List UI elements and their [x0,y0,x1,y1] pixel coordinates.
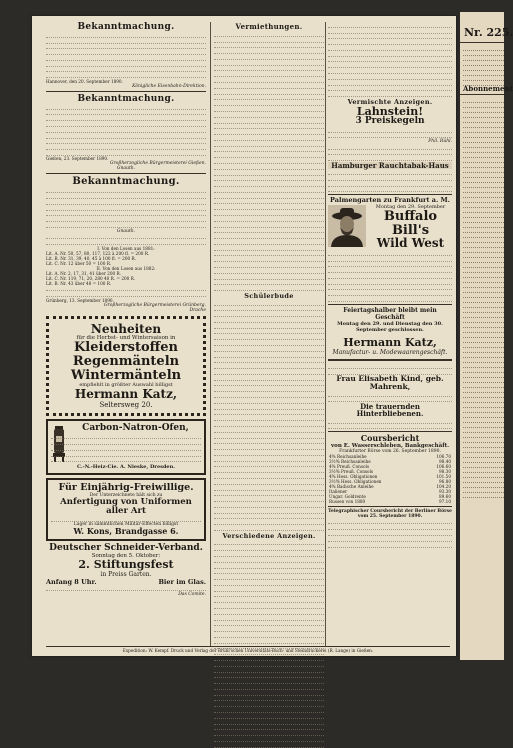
lottery-row: II. Von den Losen aus 1882: [96,265,156,271]
death-notice-name: Frau Elisabeth Kind, geb. Mahrenk, [336,374,444,391]
right-column [328,22,452,548]
middle-column [214,22,324,748]
kurs-security: 4% Reichsanleihe [329,453,367,459]
katz-ad-offer: empfiehlt in größter Auswahl billigst [79,382,173,389]
notice2-date: Gießen, 23. September 1890. [46,156,109,162]
kurs-price: 98.30 [439,468,451,474]
kurs-security: 4% Preuß. Consols [329,463,370,469]
katz-ad-neuheiten: Neuheiten [90,321,162,336]
schneider-start: Anfang 8 Uhr. [46,577,97,586]
middle-listings-2 [214,300,324,531]
vermischte-heading: Vermischte Anzeigen. [347,97,433,106]
death-notice-mourners: Die trauernden Hinterbliebenen. [356,402,424,419]
oven-advertisement [46,419,206,475]
feiertag-notice: Feiertagshalber bleibt mein Geschäft [343,307,437,322]
lottery-list [46,246,206,286]
freiwillige-title: Für Einjährig-Freiwillige. [58,481,194,493]
buffalo-title: Buffalo Bill's [383,209,438,238]
kurs-price: 98.40 [439,458,451,464]
katz-advertisement [46,316,206,416]
kurs-price: 97.10 [439,498,451,504]
lottery-row: Lit. A. Nr. 2, 17, 31, 41 über 200 R. [46,270,121,276]
kurs-security: Italiener [329,488,348,494]
lahnstein-title: Lahnstein! [356,104,424,118]
kurs-price: 104.20 [436,483,451,489]
tabak-title: Hamburger Rauchtabak-Haus [328,162,452,169]
schneider-signature: Das Comite. [178,591,206,597]
notice1-text [46,33,206,79]
kurs-price: 93.30 [439,488,451,494]
kurs-security: 3½% Preuß. Consols [329,468,374,474]
lahnstein-preiskegeln: 3 Preiskegeln [355,116,425,127]
freiwillige-line1: Der Unterzeichnete hält sich zu [89,492,163,498]
notice2-text [46,104,206,155]
kurs-security: Ungar. Goldrente [329,493,366,499]
notice2-signature: Großherzogliche Bürgermeisterei Gießen. [109,161,206,167]
lottery-row: Lit. C. Nr. 12 über 50 = 100 R. [46,260,112,266]
lottery-row: Lit. C. Nr. 119, 71, 20, 280 40 R. = 200 R. [46,275,136,281]
katz-shop-type: Manufactur- u. Modewaarengeschäft. [332,348,448,356]
lottery-row: Lit. A. Nr. 50, 57, 80, 117, 122 à 200 fl. = 200 R. [46,250,150,256]
buffalo-subtitle: Wild West [376,236,445,251]
freiwillige-name: W. Kons, Brandgasse 6. [73,526,179,537]
kurs-exchange: Frankfurter Börse vom 26. September 1890. [339,448,441,454]
buffalo-bill-ad [328,204,452,250]
schneider-title: Deutscher Schneider-Verband. [49,542,203,553]
palmengarten-title: Palmengarten zu Frankfurt a. M. [330,196,450,205]
buffalo-date: Montag den 29. September [375,204,446,211]
notice3-person2: Drache [189,307,206,313]
oven-ad-title: Carbon-Natron-Ofen, [82,422,189,433]
lottery-row: Lit. B. Nr. 31, 39, 40, 45 à 100 fl. = 200 R. [46,255,136,261]
katz-ad-address: Seltersweg 20. [99,400,153,409]
newspaper-page [32,16,456,656]
katz-shop-name: Hermann Katz, [343,336,437,350]
schneider-advertisement [46,544,206,597]
notice1-title: Bekanntmachung. [77,22,175,32]
katz-ad-wintermanteln: Wintermänteln [70,367,182,383]
notice1-signature: Königliche Eisenbahn-Direktion. [132,83,206,89]
katz-ad-kleiderstoffen: Kleiderstoffen [73,340,179,356]
kurs-price: 89.60 [439,493,451,499]
feiertag-dates: Montag den 29. und Dienstag den 30. September geschlossen. [337,321,443,334]
notice3-date: Grünberg, 13. September 1890. [46,297,114,303]
page-footer: Expedition: W. Kempf. Druck und Verlag der Brühl'schen Universitäts-Buch- und Steindruckerei (R. Lange) in Gießen. [46,646,450,653]
notice3-signature: Großherzogliche Bürgermeisterei Grünberg. [104,302,206,308]
kurs-row [328,499,452,504]
freiwillige-line3: Lager in sämmtlichen Militär-Effecten billigst [73,522,179,528]
schneider-date: Sonntag den 5. Oktober: [91,552,161,559]
kurs-security: 4% Hess. Obligationen [329,473,378,479]
column-divider [325,22,326,646]
notice3-title: Bekanntmachung. [72,176,180,188]
left-column [46,22,206,597]
schneider-fest: 2. Stiftungsfest [78,557,174,571]
vermiethungen-listings [214,32,324,292]
lottery-row: Lit. B. Nr. 43 über 48 = 100 R. [46,280,112,286]
notice1-date: Hannover, den 20. September 1890. [46,78,123,84]
notice3-person: Gnauth. [116,228,136,234]
kurs-security: Russen von 1880 [329,498,366,504]
lottery-row: I. Von den Losen aus 1881: [97,245,155,251]
katz-ad-name: Hermann Katz, [74,387,178,402]
kurs-price: 106.60 [436,463,451,469]
kurs-price: 106.70 [436,453,451,459]
schuelerbude-heading: Schülerbude [244,291,294,300]
middle-listings-3 [214,540,324,748]
freiwillige-advertisement [46,478,206,541]
verschiedene-heading: Verschiedene Anzeigen. [222,531,316,540]
telegraph-title: Telegraphischer Coursbericht der Berliner Börse vom 25. September 1890. [328,508,452,519]
column-divider [210,22,211,646]
kurs-price: 96.80 [439,478,451,484]
lahnstein-signature: Phil. Rühl. [428,138,452,144]
kurs-table [328,454,452,504]
kurs-security: 3½% Hess. Obligationen [329,478,382,484]
schneider-beer: Bier im Glas. [158,577,206,586]
freiwillige-line2: Anfertigung von Uniformen aller Art [60,496,192,516]
vermiethungen-heading: Vermiethungen. [235,22,303,31]
katz-ad-regenmanteln: Regenmänteln [72,354,180,370]
notice3-text [46,188,206,228]
next-page-edge [460,12,513,660]
notice2-person: Gnauth. [116,166,136,172]
schneider-venue: in Preiss Garten. [100,570,152,578]
kurs-bank: von E. Wasserschleben, Bankgeschäft. [330,442,450,449]
next-page-abonnement: Abonnement [463,84,513,93]
kurs-security: 3½% Reichsanleihe [329,458,371,464]
next-page-number: Nr. 225. [464,26,513,39]
oven-ad-footer: C.-N.-Heiz-Cie. A. Nieske, Dresden. [76,463,175,470]
kurs-price: 101.50 [436,473,451,479]
buffalo-bill-portrait [328,205,366,247]
kurs-title: Coursbericht [360,433,420,444]
notice2-title: Bekanntmachung. [77,93,175,104]
kurs-security: 4% Badische Anleihe [329,483,374,489]
katz-ad-season: für die Herbst- und Wintersaison in [76,335,176,342]
